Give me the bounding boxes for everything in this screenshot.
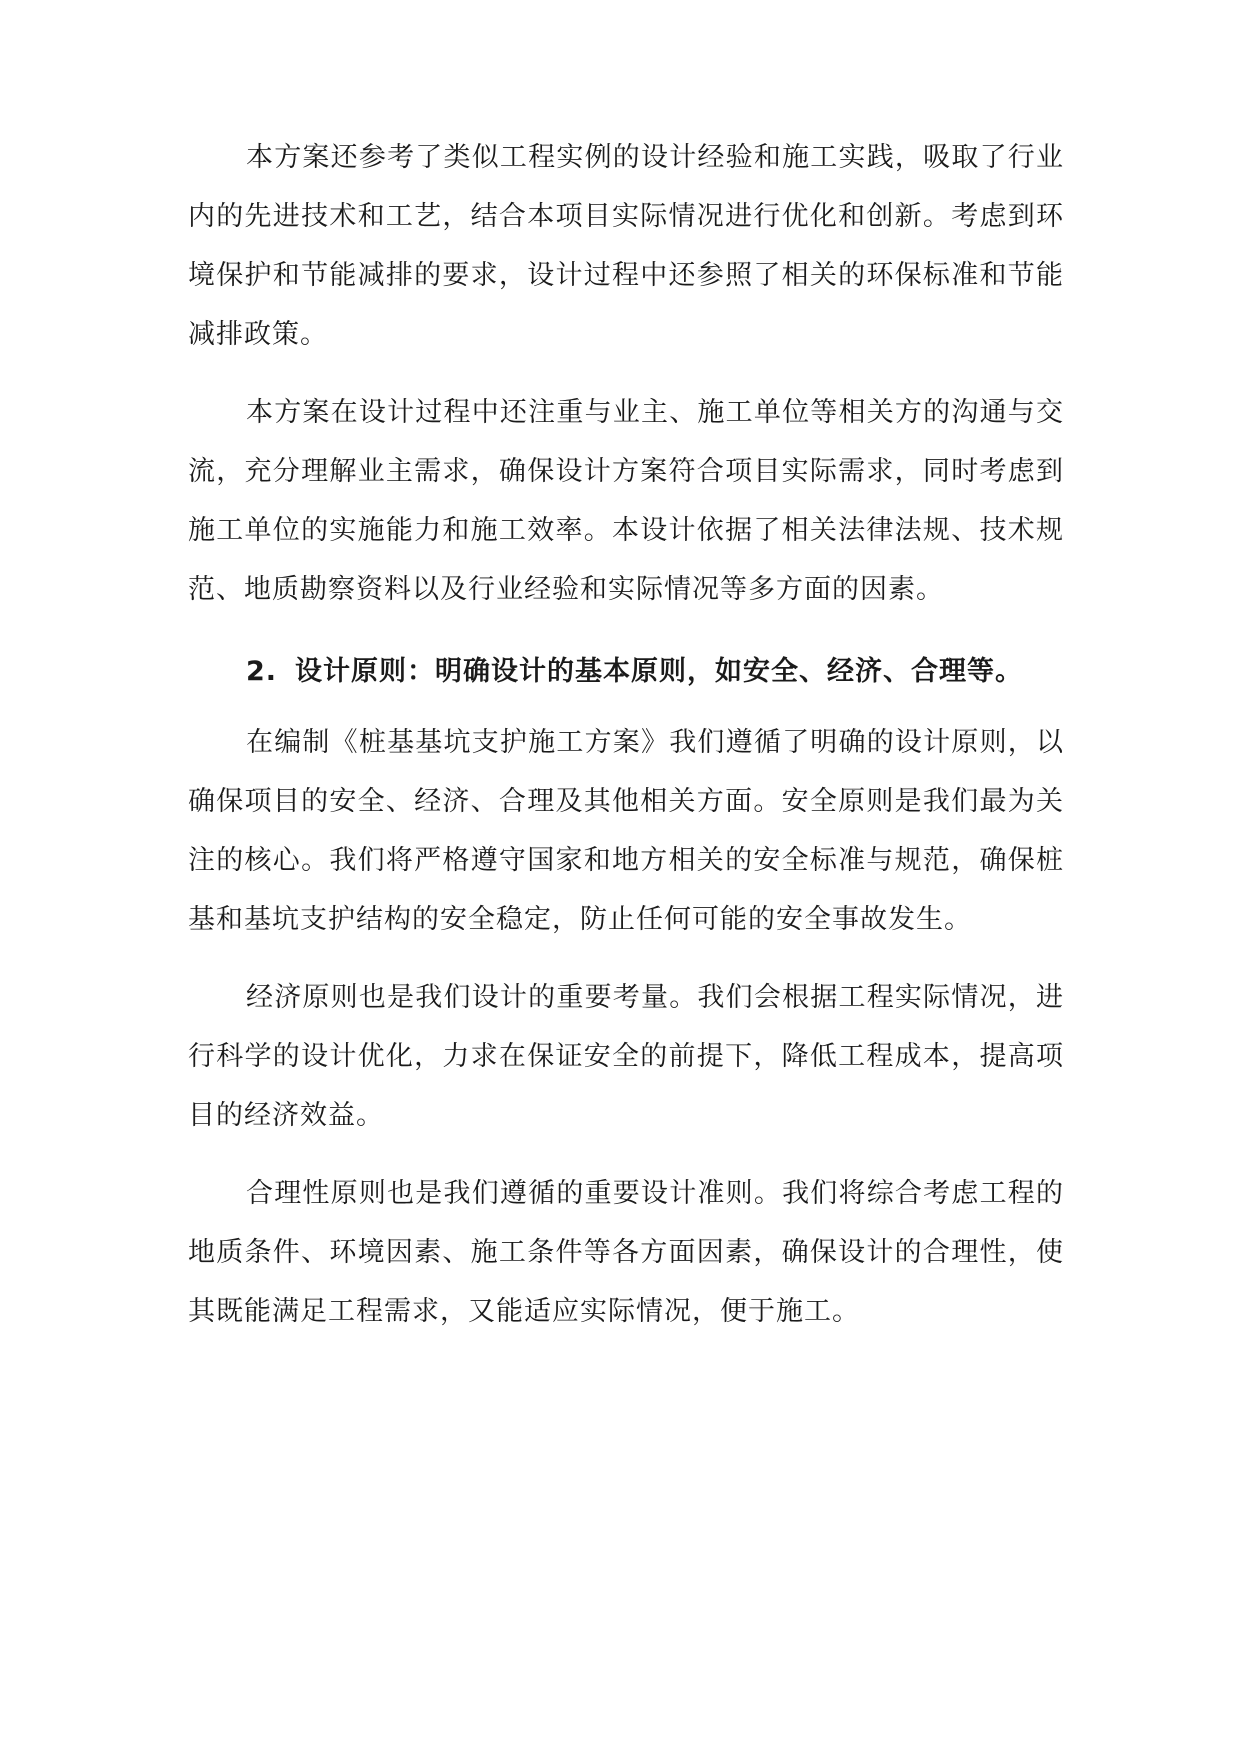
paragraph-stakeholder-communication: 本方案在设计过程中还注重与业主、施工单位等相关方的沟通与交流，充分理解业主需求，确保设计方案符合项目实际需求，同时考虑到施工单位的实施能力和施工效率。本设计依据了相关法律法规、技术规范、地质勘察资料以及行业经验和实际情况等多方面的因素。 [188, 397, 1064, 605]
paragraph-rationality-principle: 合理性原则也是我们遵循的重要设计准则。我们将综合考虑工程的地质条件、环境因素、施工条件等各方面因素，确保设计的合理性，使其既能满足工程需求，又能适应实际情况，便于施工。 [188, 1178, 1064, 1327]
paragraph-reference-experience: 本方案还参考了类似工程实例的设计经验和施工实践，吸取了行业内的先进技术和工艺，结合本项目实际情况进行优化和创新。考虑到环境保护和节能减排的要求，设计过程中还参照了相关的环保标准和节能减排政策。 [188, 142, 1064, 350]
section-heading [188, 642, 1064, 701]
paragraph-economic-principle: 经济原则也是我们设计的重要考量。我们会根据工程实际情况，进行科学的设计优化，力求在保证安全的前提下，降低工程成本，提高项目的经济效益。 [188, 982, 1064, 1131]
document-page [188, 128, 1064, 1360]
section-title: 设计原则：明确设计的基本原则，如安全、经济、合理等。 [295, 656, 1024, 687]
section-number: 2. [246, 656, 278, 687]
paragraph-safety-principle: 在编制《桩基基坑支护施工方案》我们遵循了明确的设计原则，以确保项目的安全、经济、合理及其他相关方面。安全原则是我们最为关注的核心。我们将严格遵守国家和地方相关的安全标准与规范，确保桩基和基坑支护结构的安全稳定，防止任何可能的安全事故发生。 [188, 727, 1064, 935]
